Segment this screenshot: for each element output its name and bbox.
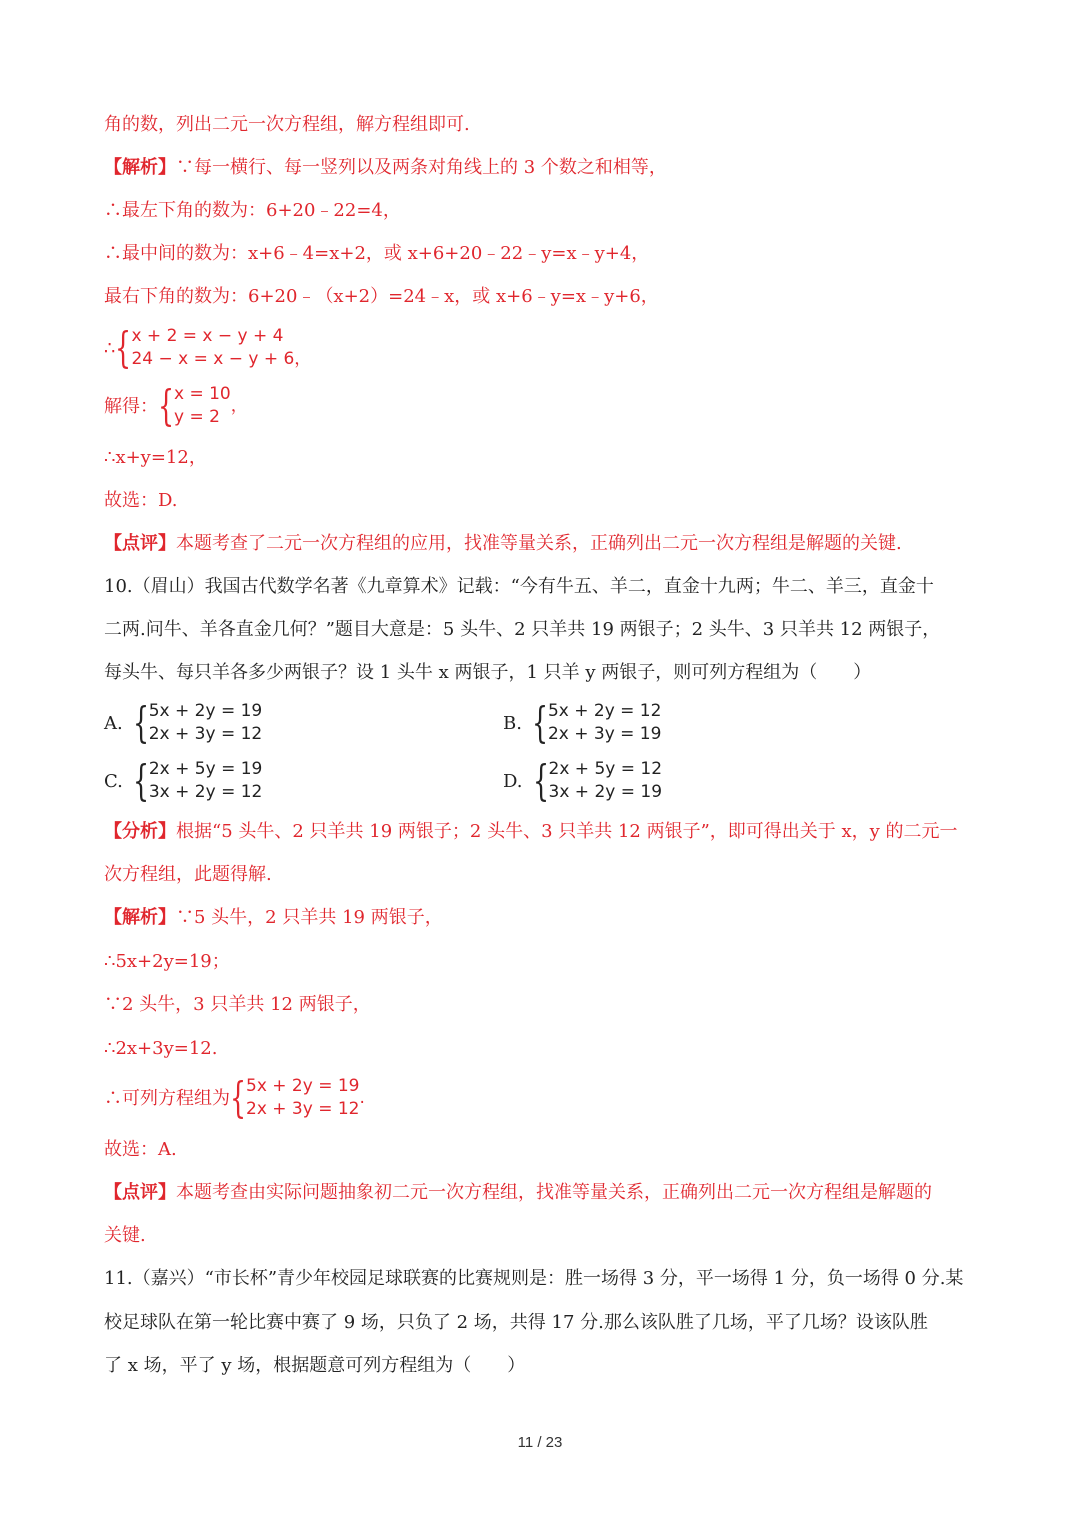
answer-comment-line-2: 关键. [104, 1225, 146, 1246]
brace-icon: { [230, 1073, 247, 1122]
option-a-label: A. [104, 712, 123, 734]
option-c [104, 758, 262, 804]
analysis-text: 根据“5 头牛、2 只羊共 19 两银子；2 头牛、3 只羊共 12 两银子”，即可得出关于 x，y 的二元一 [176, 821, 958, 842]
equation-line: 2x + 3y = 12 [148, 724, 263, 744]
system-label: ∴可列方程组为 [104, 1087, 230, 1109]
line-7-solution [104, 383, 248, 429]
equation-line: 5x + 2y = 19 [246, 1076, 360, 1096]
equation-line: 5x + 2y = 12 [547, 701, 662, 721]
brace-icon: { [132, 698, 149, 747]
option-b [503, 700, 661, 746]
analysis-tag: 【解析】 [104, 157, 176, 178]
option-c-label: C. [104, 770, 123, 792]
answer-comment-line [104, 1181, 932, 1205]
punctuation: . [359, 1087, 365, 1108]
analysis-text: ∵每一横行、每一竖列以及两条对角线上的 3 个数之和相等， [176, 157, 667, 178]
punctuation: ， [230, 395, 248, 416]
equation-line: 24 − x = x − y + 6 [131, 349, 295, 369]
equation-line: 2x + 3y = 12 [246, 1099, 360, 1119]
line-3: ∴最左下角的数为：6+20﹣22=4， [104, 200, 401, 221]
comment-text: 本题考查由实际问题抽象初二元一次方程组，找准等量关系，正确列出二元一次方程组是解题的 [176, 1182, 932, 1203]
therefore-symbol: ∴ [104, 337, 116, 359]
question-10-line-2: 二两.问牛、羊各直金几何？”题目大意是：5 头牛、2 只羊共 19 两银子；2 头牛、3 只羊共 12 两银子， [104, 619, 941, 640]
brace-icon: { [158, 381, 175, 430]
line-5: 最右下角的数为：6+20﹣（x+2）=24﹣x，或 x+6﹣y=x﹣y+6， [104, 286, 659, 307]
equation-line: x = 10 [174, 384, 231, 404]
line-4: ∴最中间的数为：x+6﹣4=x+2，或 x+6+20﹣22﹣y=x﹣y+4， [104, 243, 650, 264]
option-d [503, 758, 662, 804]
answer-line-3: ∴5x+2y=19； [104, 951, 230, 972]
answer-system [104, 1075, 365, 1121]
option-d-label: D. [503, 770, 523, 792]
answer-line-4: ∵2 头牛，3 只羊共 12 两银子， [104, 994, 371, 1015]
question-10-line-3: 每头牛、每只羊各多少两银子？设 1 头牛 x 两银子，1 只羊 y 两银子，则可列方程组为（ ） [104, 662, 872, 683]
answer-analysis-line [104, 820, 958, 844]
equation-line: 3x + 2y = 19 [548, 782, 663, 802]
solution-label: 解得： [104, 395, 158, 417]
comment-text: 本题考查了二元一次方程组的应用，找准等量关系，正确列出二元一次方程组是解题的关键. [176, 533, 902, 554]
option-a [104, 700, 262, 746]
solution-tag: 【解析】 [104, 907, 176, 928]
brace-icon: { [531, 698, 548, 747]
equation-line: 3x + 2y = 12 [148, 782, 263, 802]
equation-line: 5x + 2y = 19 [148, 701, 263, 721]
line-8: ∴x+y=12， [104, 447, 207, 468]
answer-line-7: 故选：A. [104, 1139, 177, 1160]
answer-line-5: ∴2x+3y=12. [104, 1038, 218, 1059]
question-11-line-1: 11.（嘉兴）“市长杯”青少年校园足球联赛的比赛规则是：胜一场得 3 分，平一场得 1 分，负一场得 0 分.某 [104, 1268, 964, 1289]
option-b-label: B. [503, 712, 522, 734]
question-11-line-2: 校足球队在第一轮比赛中赛了 9 场，只负了 2 场，共得 17 分.那么该队胜了几场，平了几场？设该队胜 [104, 1312, 928, 1333]
question-11-line-3: 了 x 场，平了 y 场，根据题意可列方程组为（ ） [104, 1355, 526, 1376]
solution-text: ∵5 头牛，2 只羊共 19 两银子， [176, 907, 443, 928]
line-9: 故选：D. [104, 490, 178, 511]
analysis-tag: 【分析】 [104, 821, 176, 842]
equation-line: x + 2 = x − y + 4 [131, 326, 284, 346]
equation-line: 2x + 5y = 19 [148, 759, 263, 779]
equation-line: y = 2 [174, 407, 220, 427]
comment-tag: 【点评】 [104, 1182, 176, 1203]
question-10-line-1: 10.（眉山）我国古代数学名著《九章算术》记载：“今有牛五、羊二，直金十九两；牛二、羊三，直金十 [104, 576, 934, 597]
answer-analysis-line-2: 次方程组，此题得解. [104, 864, 272, 885]
equation-line: 2x + 5y = 12 [548, 759, 663, 779]
line-10 [104, 532, 902, 556]
page-number: 11 / 23 [517, 1434, 563, 1451]
brace-icon: { [132, 756, 149, 805]
punctuation: ， [294, 349, 312, 369]
brace-icon: { [532, 756, 549, 805]
line-2 [104, 156, 667, 180]
line-6-system [104, 325, 311, 371]
line-1: 角的数，列出二元一次方程组，解方程组即可. [104, 114, 470, 135]
brace-icon: { [115, 323, 132, 372]
equation-line: 2x + 3y = 19 [547, 724, 662, 744]
answer-solution-line [104, 906, 443, 930]
comment-tag: 【点评】 [104, 533, 176, 554]
